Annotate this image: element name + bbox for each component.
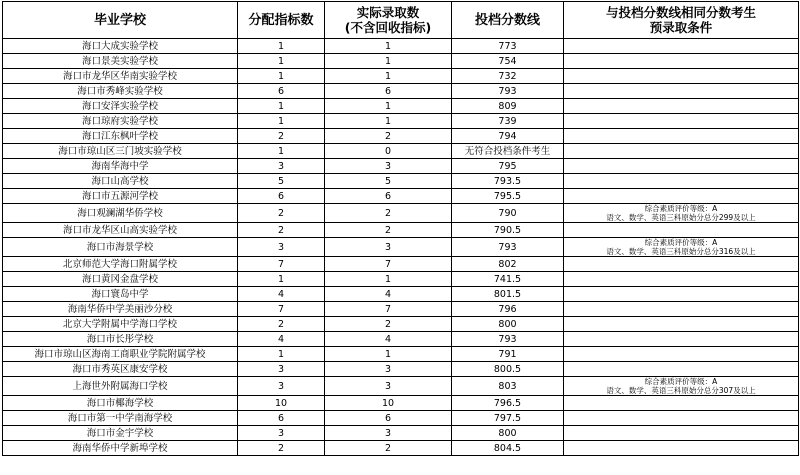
cell-note (564, 317, 799, 332)
table-row (3, 189, 799, 204)
cell-quota: 3 (238, 362, 325, 377)
cell-quota: 2 (238, 204, 325, 223)
cell-note (564, 189, 799, 204)
cell-school: 海口市龙华区山高实验学校 (3, 223, 238, 238)
cell-cutoff: 796.5 (452, 396, 564, 411)
cell-quota: 2 (238, 129, 325, 144)
cell-quota: 1 (238, 54, 325, 69)
cell-note (564, 144, 799, 159)
table-row (3, 377, 799, 396)
table-row (3, 302, 799, 317)
cell-note (564, 411, 799, 426)
cell-school: 海南华侨中学新埠学校 (3, 441, 238, 456)
admission-table (2, 1, 799, 456)
table-row (3, 426, 799, 441)
cell-cutoff: 790 (452, 204, 564, 223)
cell-cutoff: 793 (452, 238, 564, 257)
cell-quota: 1 (238, 114, 325, 129)
cell-cutoff: 803 (452, 377, 564, 396)
note-line: 综合素质评价等级：A (644, 204, 718, 213)
cell-note (564, 99, 799, 114)
table-row (3, 287, 799, 302)
header-condition (564, 2, 799, 39)
cell-school: 海口市秀英区康安学校 (3, 362, 238, 377)
table-row (3, 129, 799, 144)
cell-quota: 3 (238, 238, 325, 257)
cell-note (564, 223, 799, 238)
cell-school: 海口琼府实验学校 (3, 114, 238, 129)
cell-school: 海口山高学校 (3, 174, 238, 189)
cell-quota: 4 (238, 332, 325, 347)
note-line: 综合素质评价等级：A (644, 377, 718, 386)
cell-quota: 1 (238, 272, 325, 287)
table-row (3, 257, 799, 272)
cell-admitted: 6 (325, 189, 452, 204)
cell-school: 海口市五源河学校 (3, 189, 238, 204)
cell-note (564, 362, 799, 377)
cell-cutoff: 无符合投档条件考生 (452, 144, 564, 159)
cell-school: 海口市金宇学校 (3, 426, 238, 441)
table-row (3, 144, 799, 159)
table-row (3, 396, 799, 411)
cell-school: 海口寰岛中学 (3, 287, 238, 302)
cell-note (564, 238, 799, 257)
cell-cutoff: 800 (452, 426, 564, 441)
cell-cutoff: 793.5 (452, 174, 564, 189)
cell-note (564, 39, 799, 54)
cell-admitted: 2 (325, 204, 452, 223)
table-row (3, 238, 799, 257)
cell-school: 北京大学附属中学海口学校 (3, 317, 238, 332)
header-admitted-line1: 实际录取数 (356, 5, 420, 20)
cell-admitted: 1 (325, 69, 452, 84)
cell-note (564, 129, 799, 144)
table-row (3, 347, 799, 362)
cell-admitted: 2 (325, 317, 452, 332)
cell-cutoff: 797.5 (452, 411, 564, 426)
cell-cutoff: 800.5 (452, 362, 564, 377)
cell-quota: 3 (238, 159, 325, 174)
cell-note (564, 174, 799, 189)
cell-cutoff: 801.5 (452, 287, 564, 302)
cell-quota: 3 (238, 426, 325, 441)
cell-cutoff: 793 (452, 84, 564, 99)
cell-quota: 2 (238, 223, 325, 238)
cell-quota: 1 (238, 347, 325, 362)
cell-admitted: 2 (325, 223, 452, 238)
header-school: 毕业学校 (3, 2, 238, 39)
cell-admitted: 6 (325, 84, 452, 99)
cell-note (564, 114, 799, 129)
cell-quota: 2 (238, 317, 325, 332)
cell-school: 海口市龙华区华南实验学校 (3, 69, 238, 84)
cell-admitted: 4 (325, 287, 452, 302)
cell-quota: 7 (238, 302, 325, 317)
cell-cutoff: 794 (452, 129, 564, 144)
cell-note (564, 204, 799, 223)
table-row (3, 84, 799, 99)
cell-cutoff: 795 (452, 159, 564, 174)
note-line: 语文、数学、英语三科原始分总分307及以上 (606, 386, 756, 395)
header-cutoff: 投档分数线 (452, 2, 564, 39)
cell-admitted: 3 (325, 426, 452, 441)
table-row (3, 332, 799, 347)
cell-school: 海口市琼山区海南工商职业学院附属学校 (3, 347, 238, 362)
note-line: 语文、数学、英语三科原始分总分299及以上 (606, 213, 756, 222)
table-row (3, 411, 799, 426)
cell-quota: 6 (238, 189, 325, 204)
cell-note (564, 69, 799, 84)
header-row (3, 2, 799, 39)
cell-note (564, 272, 799, 287)
table-row (3, 317, 799, 332)
note-line: 综合素质评价等级：A (644, 238, 718, 247)
cell-quota: 1 (238, 39, 325, 54)
cell-admitted: 0 (325, 144, 452, 159)
cell-admitted: 5 (325, 174, 452, 189)
table-row (3, 114, 799, 129)
cell-quota: 7 (238, 257, 325, 272)
cell-admitted: 6 (325, 411, 452, 426)
note-line: 语文、数学、英语三科原始分总分316及以上 (606, 247, 756, 256)
cell-school: 海口市第一中学南海学校 (3, 411, 238, 426)
header-quota: 分配指标数 (238, 2, 325, 39)
header-admitted (325, 2, 452, 39)
cell-cutoff: 796 (452, 302, 564, 317)
cell-note (564, 377, 799, 396)
cell-note (564, 426, 799, 441)
header-condition-line2: 预录取条件 (649, 20, 713, 35)
table-row (3, 54, 799, 69)
cell-cutoff: 802 (452, 257, 564, 272)
cell-cutoff: 804.5 (452, 441, 564, 456)
cell-cutoff: 754 (452, 54, 564, 69)
cell-note (564, 332, 799, 347)
cell-admitted: 1 (325, 347, 452, 362)
cell-quota: 2 (238, 441, 325, 456)
cell-cutoff: 739 (452, 114, 564, 129)
header-admitted-line2: (不含回收指标) (344, 20, 432, 35)
cell-admitted: 2 (325, 129, 452, 144)
cell-school: 海口市琼山区三门坡实验学校 (3, 144, 238, 159)
cell-note (564, 396, 799, 411)
cell-school: 海口市秀峰实验学校 (3, 84, 238, 99)
table-row (3, 272, 799, 287)
cell-admitted: 2 (325, 441, 452, 456)
cell-admitted: 4 (325, 332, 452, 347)
cell-note (564, 257, 799, 272)
cell-school: 海口观澜湖华侨学校 (3, 204, 238, 223)
cell-school: 海南华海中学 (3, 159, 238, 174)
cell-admitted: 7 (325, 257, 452, 272)
table-row (3, 99, 799, 114)
cell-school: 海南华侨中学美丽沙分校 (3, 302, 238, 317)
cell-admitted: 1 (325, 54, 452, 69)
cell-note (564, 441, 799, 456)
cell-admitted: 1 (325, 39, 452, 54)
cell-admitted: 7 (325, 302, 452, 317)
cell-admitted: 1 (325, 114, 452, 129)
table-row (3, 159, 799, 174)
cell-cutoff: 741.5 (452, 272, 564, 287)
cell-quota: 3 (238, 377, 325, 396)
cell-school: 海口市椰海学校 (3, 396, 238, 411)
cell-cutoff: 790.5 (452, 223, 564, 238)
table-row (3, 39, 799, 54)
cell-quota: 10 (238, 396, 325, 411)
cell-school: 海口景美实验学校 (3, 54, 238, 69)
cell-note (564, 54, 799, 69)
cell-school: 海口黄冈金盘学校 (3, 272, 238, 287)
cell-admitted: 3 (325, 159, 452, 174)
cell-school: 海口市长彤学校 (3, 332, 238, 347)
cell-quota: 6 (238, 84, 325, 99)
cell-quota: 6 (238, 411, 325, 426)
cell-school: 北京师范大学海口附属学校 (3, 257, 238, 272)
cell-quota: 1 (238, 99, 325, 114)
cell-note (564, 159, 799, 174)
table-row (3, 441, 799, 456)
table-body (3, 39, 799, 456)
table-row (3, 204, 799, 223)
cell-admitted: 3 (325, 362, 452, 377)
cell-school: 海口江东枫叶学校 (3, 129, 238, 144)
cell-school: 海口安泽实验学校 (3, 99, 238, 114)
table-row (3, 174, 799, 189)
cell-note (564, 287, 799, 302)
cell-cutoff: 732 (452, 69, 564, 84)
cell-quota: 5 (238, 174, 325, 189)
cell-school: 海口市海景学校 (3, 238, 238, 257)
cell-quota: 1 (238, 69, 325, 84)
cell-school: 海口大成实验学校 (3, 39, 238, 54)
cell-cutoff: 809 (452, 99, 564, 114)
table-row (3, 223, 799, 238)
table-row (3, 362, 799, 377)
table-row (3, 69, 799, 84)
header-condition-line1: 与投档分数线相同分数考生 (605, 5, 756, 20)
cell-admitted: 10 (325, 396, 452, 411)
cell-cutoff: 791 (452, 347, 564, 362)
cell-quota: 4 (238, 287, 325, 302)
cell-quota: 1 (238, 144, 325, 159)
cell-note (564, 302, 799, 317)
cell-note (564, 347, 799, 362)
cell-cutoff: 800 (452, 317, 564, 332)
cell-cutoff: 793 (452, 332, 564, 347)
cell-admitted: 3 (325, 377, 452, 396)
cell-note (564, 84, 799, 99)
cell-admitted: 1 (325, 99, 452, 114)
cell-cutoff: 795.5 (452, 189, 564, 204)
cell-admitted: 1 (325, 272, 452, 287)
cell-admitted: 3 (325, 238, 452, 257)
cell-cutoff: 773 (452, 39, 564, 54)
cell-school: 上海世外附属海口学校 (3, 377, 238, 396)
